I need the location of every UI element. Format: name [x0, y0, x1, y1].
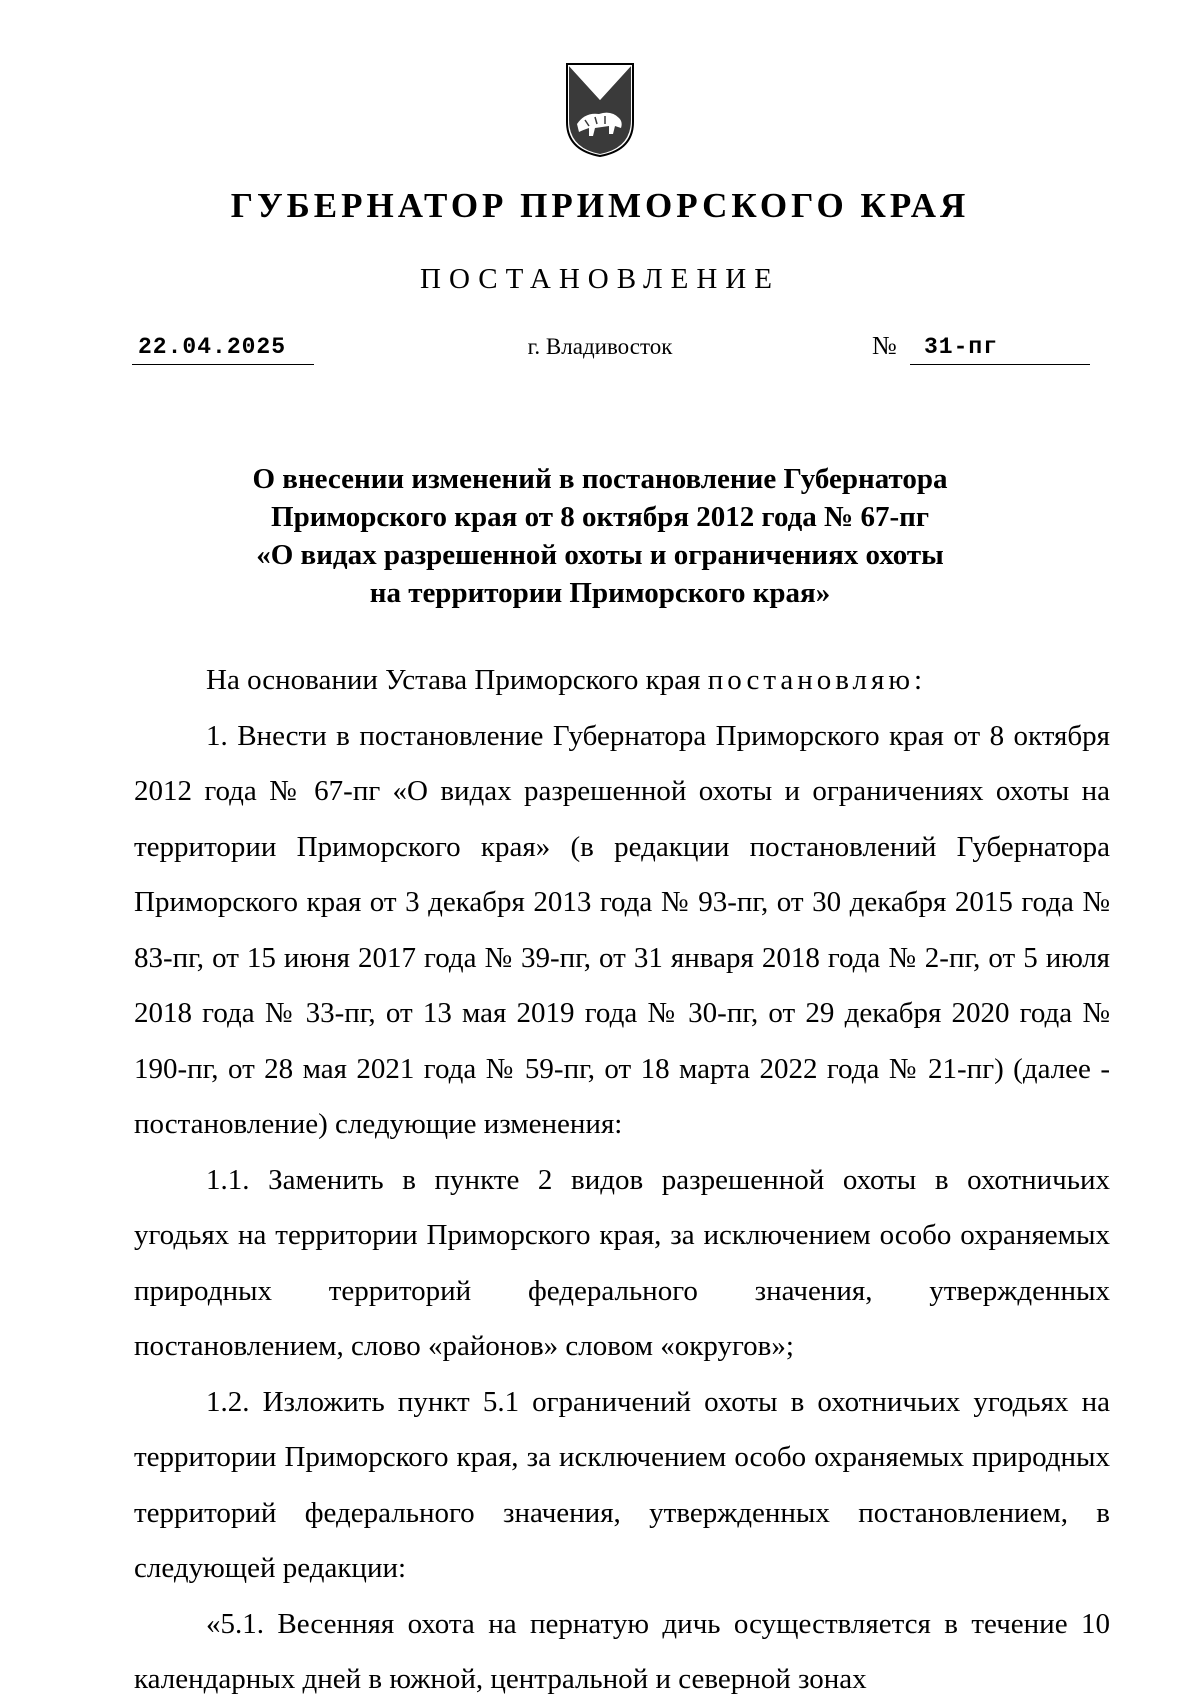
title-line: на территории Приморского края» — [369, 577, 831, 609]
title-line: Приморского края от 8 октября 2012 года № 67-пг — [271, 501, 929, 533]
title-line: О внесении изменений в постановление Губернатора — [252, 463, 948, 495]
paragraph-5-1: «5.1. Весенняя охота на пернатую дичь осуществляется в течение 10 календарных дней в южной, центральной и северной зонах — [134, 1607, 1110, 1695]
title-line: «О видах разрешенной охоты и ограничениях охоты — [256, 539, 944, 571]
document-date: 22.04.2025 — [132, 334, 314, 365]
preamble-keyword: постановляю — [707, 664, 915, 696]
document-number-value: 31-пг — [910, 334, 1090, 365]
document-number — [872, 331, 1090, 371]
preamble-end: : — [914, 664, 923, 696]
coat-of-arms-icon — [565, 62, 635, 158]
paragraph-1: 1. Внести в постановление Губернатора Приморского края от 8 октября 2012 года № 67-пг «О видах разрешенной охоты и ограничениях охоты на территории Приморского края» (в редакции постановлений Губернатора Приморского края от 3 декабря 2013 года № 93-пг, от 30 декабря 2015 года № 83-пг, от 15 июня 2017 года № 39-пг, от 31 января 2018 года № 2-пг, от 5 июля 2018 года № 33-пг, от 13 мая 2019 года № 30-пг, от 29 декабря 2020 года № 190-пг, от 28 мая 2021 года № 59-пг, от 18 марта 2022 года № 21-пг) (далее - постановление) следующие изменения: — [134, 719, 1110, 1140]
issuing-authority: ГУБЕРНАТОР ПРИМОРСКОГО КРАЯ — [230, 186, 970, 225]
preamble-text: На основании Устава Приморского края — [206, 664, 701, 696]
number-sign: № — [872, 331, 897, 360]
document-body — [134, 653, 1110, 1708]
paragraph-1-1: 1.1. Заменить в пункте 2 видов разрешенной охоты в охотничьих угодьях на территории Приморского края, за исключением особо охраняемых природных территорий федерального значения, утвержденных постановлением, слово «районов» словом «округов»; — [134, 1163, 1110, 1362]
document-title — [150, 460, 1050, 612]
preamble-paragraph — [134, 653, 1110, 709]
document-city: г. Владивосток — [527, 334, 673, 359]
document-type: ПОСТАНОВЛЕНИЕ — [420, 263, 780, 295]
paragraph-1-2: 1.2. Изложить пункт 5.1 ограничений охоты в охотничьих угодьях на территории Приморского края, за исключением особо охраняемых природных территорий федерального значения, утвержденных постановлением, в следующей редакции: — [134, 1385, 1110, 1584]
